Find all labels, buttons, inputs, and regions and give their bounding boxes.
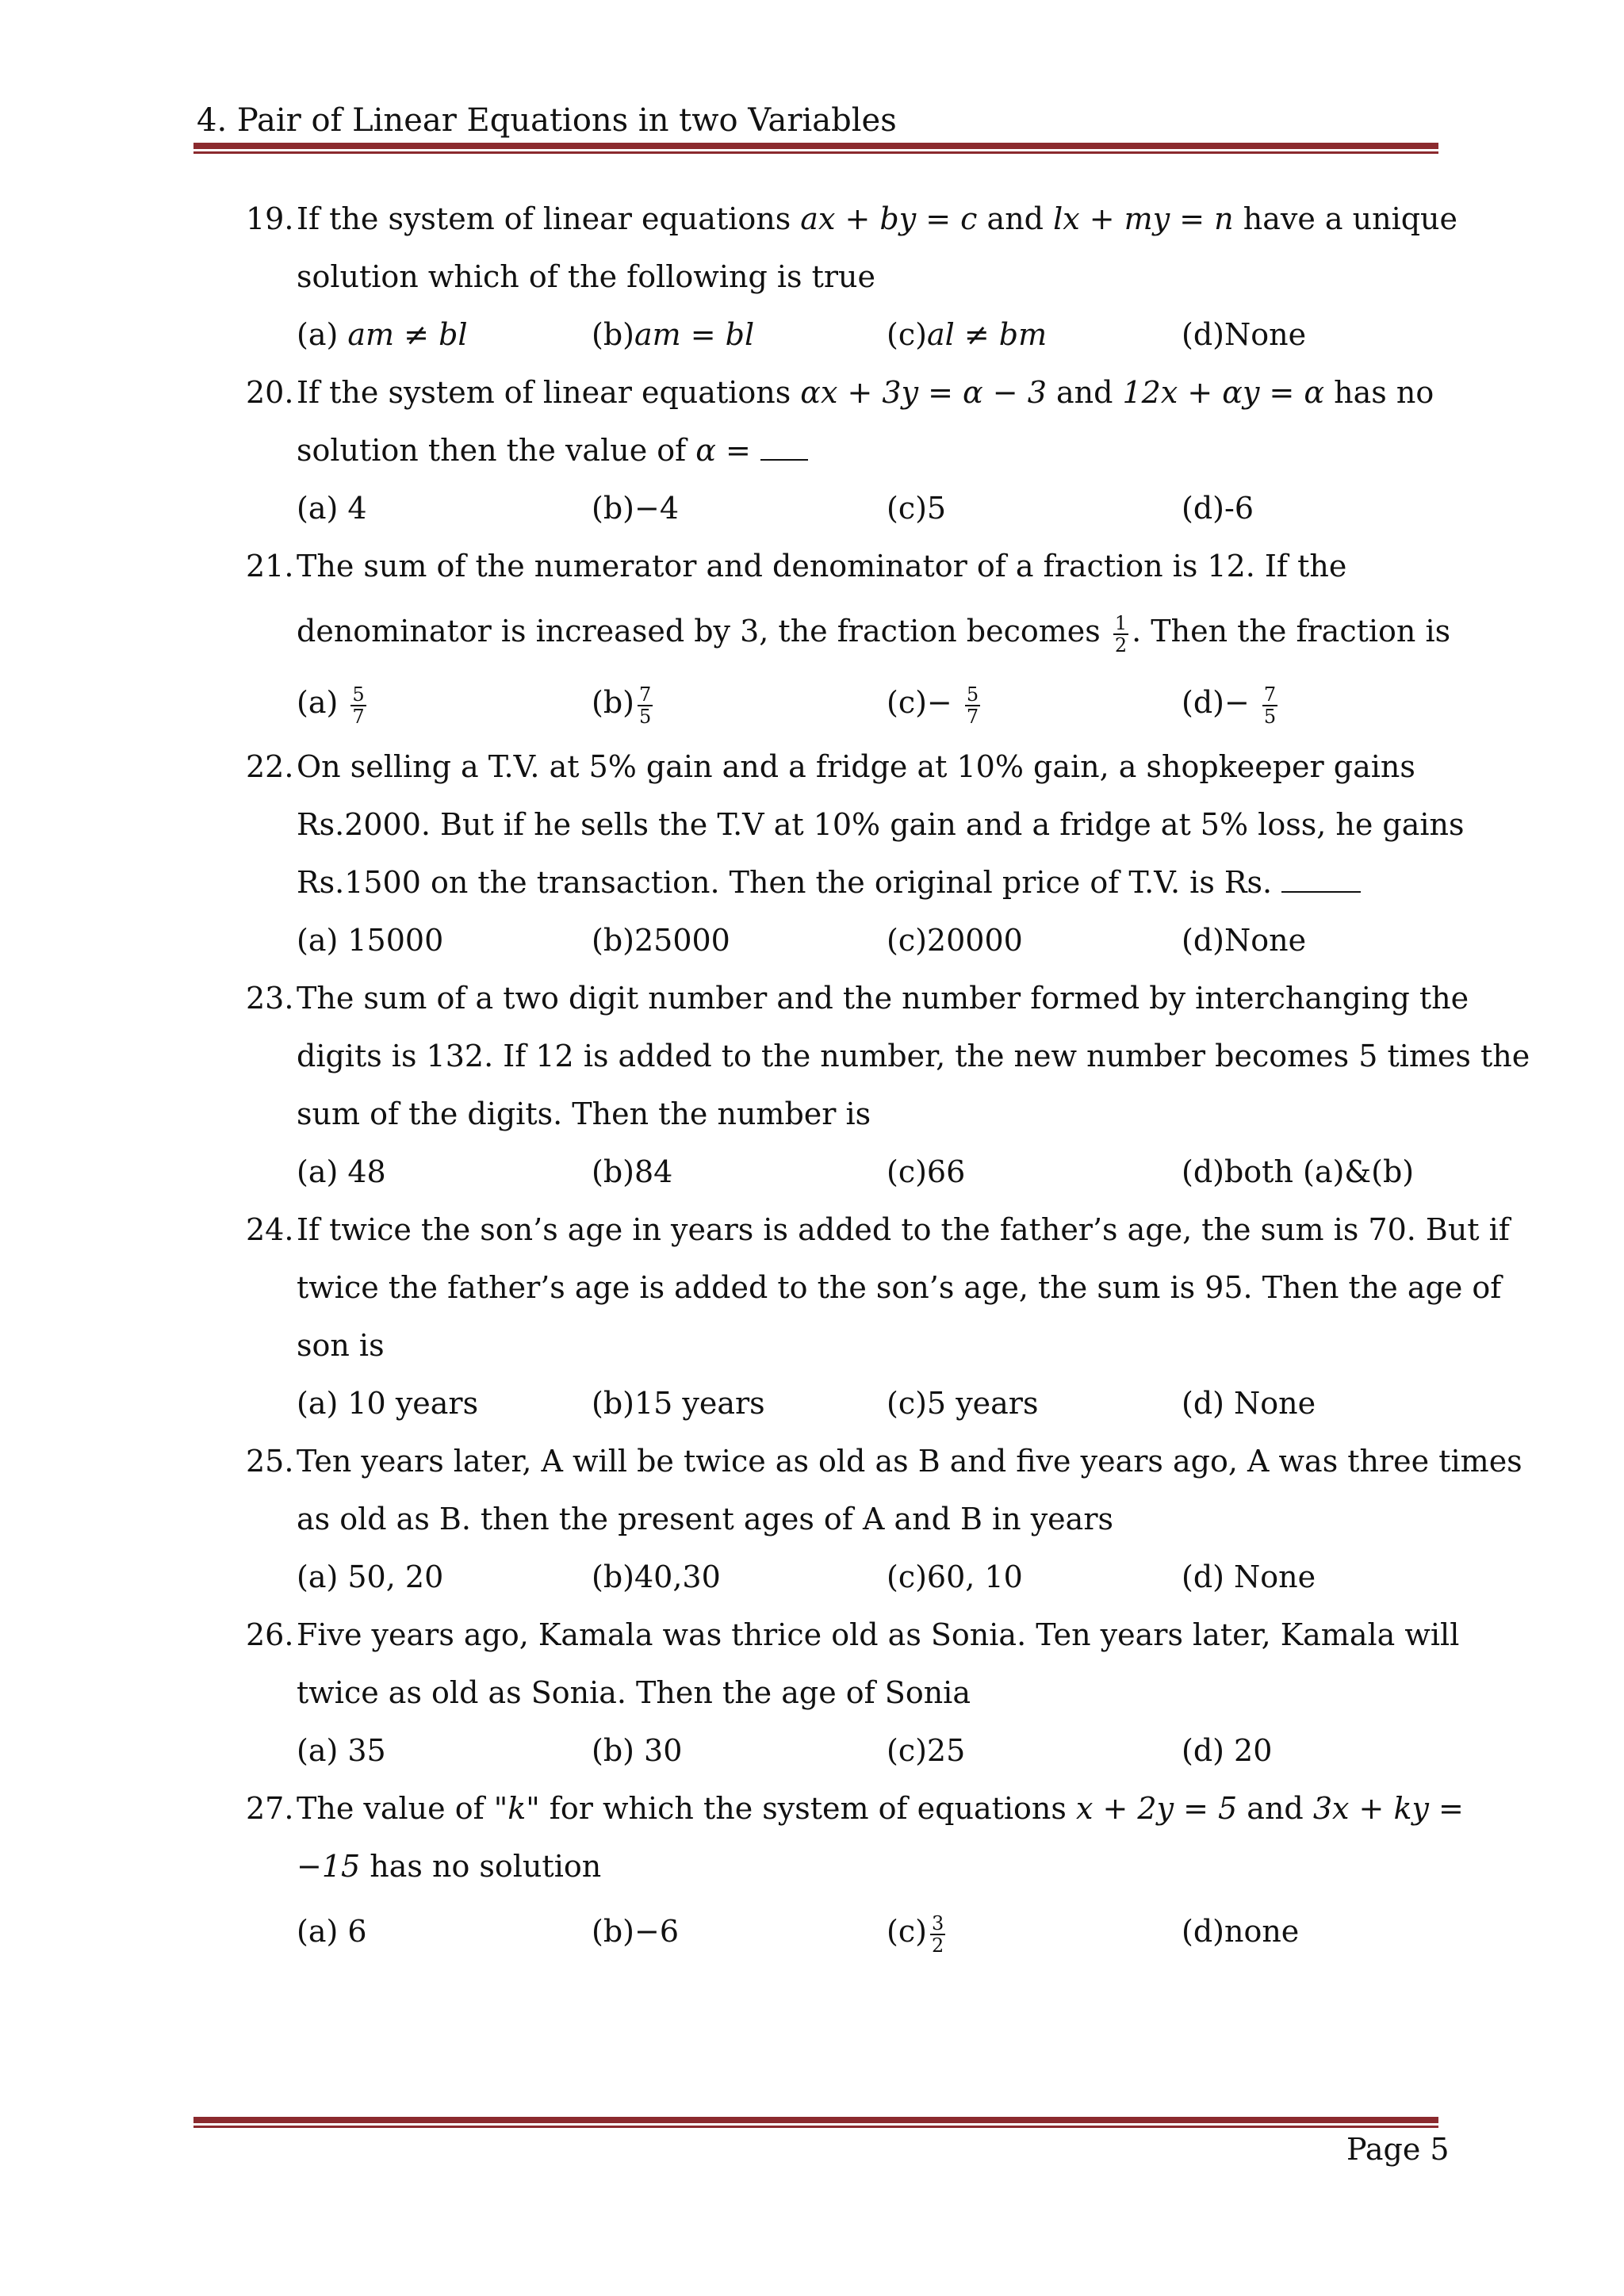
question-22 bbox=[246, 738, 1465, 970]
option-d: (d) None bbox=[1182, 1386, 1316, 1421]
question-text: son is bbox=[297, 1328, 385, 1363]
question-text: Five years ago, Kamala was thrice old as Sonia. Ten years later, Kamala will bbox=[297, 1617, 1460, 1652]
option-c: (c)5 bbox=[887, 491, 947, 526]
question-text: twice the father’s age is added to the son’s age, the sum is 95. Then the age of bbox=[297, 1270, 1502, 1305]
option-b: (b)−4 bbox=[592, 491, 679, 526]
option-a: (a) am ≠ bl bbox=[297, 317, 468, 352]
option-b: (b)−6 bbox=[592, 1914, 679, 1949]
question-24 bbox=[246, 1201, 1510, 1433]
question-text: −15 has no solution bbox=[297, 1849, 602, 1884]
question-list bbox=[246, 190, 1530, 1967]
option-b: (b)84 bbox=[592, 1154, 673, 1189]
question-text: The sum of the numerator and denominator of a fraction is 12. If the bbox=[297, 549, 1347, 584]
question-text: Rs.2000. But if he sells the T.V at 10% gain and a fridge at 5% loss, he gains bbox=[297, 807, 1465, 842]
header-rule-thick bbox=[193, 143, 1438, 149]
question-text: sum of the digits. Then the number is bbox=[297, 1096, 871, 1131]
header-rule-thin bbox=[193, 151, 1438, 154]
option-c: (c)− $\frac{5}{7}$ bbox=[887, 683, 979, 728]
option-d: (d)None bbox=[1182, 923, 1307, 958]
question-text: If twice the son’s age in years is added to the father’s age, the sum is 70. But if bbox=[297, 1212, 1510, 1247]
option-d: (d)− $\frac{7}{5}$ bbox=[1182, 683, 1277, 728]
option-b: (b)15 years bbox=[592, 1386, 765, 1421]
options-row bbox=[246, 480, 1435, 538]
options-row bbox=[246, 1375, 1435, 1433]
option-b: (b)25000 bbox=[592, 923, 730, 958]
option-a: (a) 10 years bbox=[297, 1386, 479, 1421]
options-row bbox=[246, 1548, 1435, 1606]
question-text: The value of "k" for which the system of equations x + 2y = 5 and 3x + ky = bbox=[297, 1791, 1464, 1826]
question-number: 19. bbox=[246, 201, 294, 236]
options-row bbox=[246, 912, 1435, 970]
option-a: (a) 48 bbox=[297, 1154, 386, 1189]
option-b: (b)am = bl bbox=[592, 317, 755, 352]
question-23 bbox=[246, 970, 1530, 1201]
options-row bbox=[246, 306, 1435, 364]
question-number: 23. bbox=[246, 981, 294, 1016]
question-25 bbox=[246, 1433, 1522, 1606]
option-a: (a) 50, 20 bbox=[297, 1559, 444, 1594]
options-row bbox=[246, 667, 1435, 738]
question-number: 26. bbox=[246, 1617, 294, 1652]
question-text: as old as B. then the present ages of A and B in years bbox=[297, 1502, 1113, 1536]
option-c: (c)25 bbox=[887, 1733, 966, 1768]
option-d: (d) 20 bbox=[1182, 1733, 1273, 1768]
options-row bbox=[246, 1722, 1435, 1780]
option-a: (a) $\frac{5}{7}$ bbox=[297, 683, 365, 728]
option-c: (c)al ≠ bm bbox=[887, 317, 1048, 352]
option-c: (c)66 bbox=[887, 1154, 966, 1189]
option-d: (d)None bbox=[1182, 317, 1307, 352]
question-text: If the system of linear equations αx + 3y = α − 3 and 12x + αy = α has no bbox=[297, 375, 1434, 410]
option-d: (d)none bbox=[1182, 1914, 1300, 1949]
question-number: 21. bbox=[246, 549, 294, 584]
question-text: If the system of linear equations ax + by = c and lx + my = n have a unique bbox=[297, 201, 1458, 236]
answer-blank bbox=[1281, 891, 1361, 893]
question-text: The sum of a two digit number and the number formed by interchanging the bbox=[297, 981, 1469, 1016]
option-b: (b)40,30 bbox=[592, 1559, 721, 1594]
option-c: (c) $\frac{3}{2}$ bbox=[887, 1911, 944, 1957]
options-row bbox=[246, 1896, 1435, 1967]
option-a: (a) 6 bbox=[297, 1914, 367, 1949]
option-a: (a) 35 bbox=[297, 1733, 386, 1768]
option-c: (c)60, 10 bbox=[887, 1559, 1023, 1594]
answer-blank bbox=[760, 459, 808, 461]
page-number: Page 5 bbox=[1346, 2132, 1450, 2167]
option-a: (a) 15000 bbox=[297, 923, 444, 958]
option-d: (d)-6 bbox=[1182, 491, 1254, 526]
page-header-title: 4. Pair of Linear Equations in two Variables bbox=[197, 102, 897, 139]
question-text: digits is 132. If 12 is added to the number, the new number becomes 5 times the bbox=[297, 1039, 1530, 1073]
question-text: solution then the value of α = bbox=[297, 422, 1435, 480]
option-b: (b) $\frac{7}{5}$ bbox=[592, 683, 652, 728]
question-number: 20. bbox=[246, 375, 294, 410]
option-b: (b) 30 bbox=[592, 1733, 683, 1768]
question-text: solution which of the following is true bbox=[297, 259, 875, 294]
question-number: 22. bbox=[246, 749, 294, 784]
question-20 bbox=[246, 364, 1435, 538]
option-d: (d)both (a)&(b) bbox=[1182, 1154, 1415, 1189]
options-row bbox=[246, 1143, 1435, 1201]
question-text: twice as old as Sonia. Then the age of Sonia bbox=[297, 1675, 971, 1710]
question-26 bbox=[246, 1606, 1460, 1780]
question-number: 24. bbox=[246, 1212, 294, 1247]
question-text: Ten years later, A will be twice as old as B and five years ago, A was three times bbox=[297, 1444, 1522, 1479]
footer-rule-thick bbox=[193, 2117, 1438, 2123]
option-d: (d) None bbox=[1182, 1559, 1316, 1594]
question-number: 27. bbox=[246, 1791, 294, 1826]
option-a: (a) 4 bbox=[297, 491, 367, 526]
question-27 bbox=[246, 1780, 1464, 1967]
question-number: 25. bbox=[246, 1444, 294, 1479]
question-21 bbox=[246, 538, 1451, 738]
fraction: $\frac{1}{2}$ bbox=[1114, 611, 1128, 656]
footer-rule-thin bbox=[193, 2126, 1438, 2128]
question-19 bbox=[246, 190, 1458, 364]
option-c: (c)20000 bbox=[887, 923, 1023, 958]
question-text: On selling a T.V. at 5% gain and a fridge at 10% gain, a shopkeeper gains bbox=[297, 749, 1415, 784]
question-text: Rs.1500 on the transaction. Then the original price of T.V. is Rs. bbox=[297, 854, 1435, 912]
option-c: (c)5 years bbox=[887, 1386, 1039, 1421]
question-text: denominator is increased by 3, the fraction becomes $\frac{1}{2}$ . Then the fraction is bbox=[297, 611, 1451, 656]
